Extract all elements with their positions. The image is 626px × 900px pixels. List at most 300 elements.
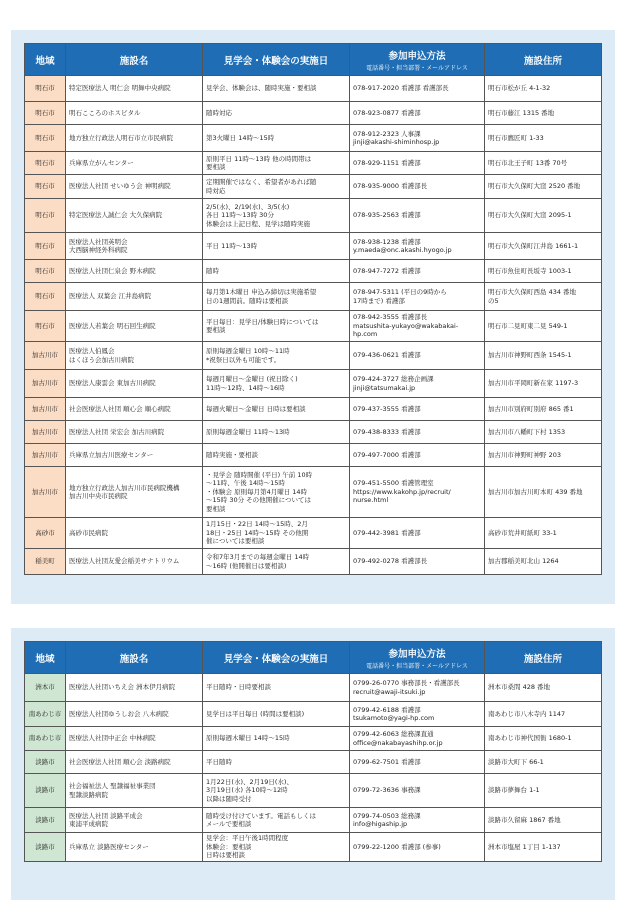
dates-cell-line: 催については要相談 — [206, 537, 265, 546]
table-row — [25, 774, 602, 808]
contact-cell — [350, 421, 485, 444]
dates-cell-line: 原則毎週木曜日 14時～15時 — [206, 734, 290, 743]
address-cell-line: 明石市北王子町 13番 70号 — [488, 158, 568, 167]
area-cell: 高砂市 — [25, 518, 66, 549]
area-cell: 明石市 — [25, 125, 66, 152]
contact-cell-line: 079-438-8333 看護部 — [353, 427, 421, 436]
contact-cell — [350, 342, 485, 370]
facility-cell-line: 医療法人若葉会 明石回生病院 — [69, 321, 156, 330]
address-cell-line: 洲本市桑間 428 番地 — [488, 683, 551, 692]
address-cell-line: 明石市二見町東二見 549-1 — [488, 321, 568, 330]
facility-cell-line: 加古川中央市民病院 — [69, 492, 128, 500]
dates-cell-line: 見学日は平日毎日 (時間は要相談) — [206, 709, 305, 718]
table-row — [25, 674, 602, 702]
area-cell: 明石市 — [25, 152, 66, 175]
dates-cell-line: 定期開催ではなく、希望者があれば随 — [206, 178, 317, 187]
contact-cell-line: 079-492-0278 看護部長 — [353, 557, 428, 566]
dates-cell-line: ～15時 30分 その他開催については — [206, 496, 312, 505]
contact-cell-line: 17時まで) 看護部 — [353, 296, 405, 305]
address-cell — [485, 175, 602, 199]
address-cell-line: 加古川市加古川町本町 439 番地 — [488, 487, 583, 496]
address-cell — [485, 549, 602, 575]
facility-cell — [66, 199, 203, 233]
address-cell-line: 明石市大久保町西島 434 番地 — [488, 288, 577, 297]
dates-cell-line: 第3火曜日 14時～15時 — [206, 133, 275, 142]
dates-cell-line: 2/5(水)、2/19(水)、3/5(水) — [206, 202, 290, 211]
table-row — [25, 398, 602, 421]
area-cell: 加古川市 — [25, 342, 66, 370]
contact-cell-line: nurse.html — [353, 496, 389, 505]
table-row — [25, 444, 602, 467]
facility-cell — [66, 774, 203, 808]
header-dates: 見学会・体験会の実施日 — [203, 642, 350, 674]
facility-cell-line: 大西脳神経外科病院 — [69, 246, 128, 254]
address-cell — [485, 751, 602, 774]
table-row — [25, 702, 602, 727]
contact-cell-line: tsukamoto@yagi-hp.com — [353, 714, 435, 722]
table-row — [25, 175, 602, 199]
contact-cell — [350, 125, 485, 152]
table-row — [25, 76, 602, 102]
dates-cell-line: ～16時 (他開催日は要相談) — [206, 561, 287, 570]
dates-cell-line: ・体験会 原則毎月第4月曜日 14時 — [206, 487, 308, 496]
header-contact — [350, 44, 485, 76]
dates-cell-line: 体験会：要相談 — [206, 842, 252, 851]
contact-cell-line: info@higaship.jp — [353, 820, 408, 828]
facility-cell-line: 医療法人社団いちえ会 洲本伊月病院 — [69, 683, 176, 692]
facility-cell — [66, 808, 203, 833]
dates-cell — [203, 774, 350, 808]
address-cell — [485, 421, 602, 444]
facility-cell-line: 社会医療法人社団 順心会 順心病院 — [69, 404, 171, 413]
contact-cell-line: 078-947-7272 看護部 — [353, 266, 421, 275]
dates-cell-line: 見学会：平日午後1時間程度 — [206, 834, 289, 843]
area-cell: 加古川市 — [25, 370, 66, 398]
facility-cell-line: 医療法人康雲会 東加古川病院 — [69, 379, 156, 388]
address-cell-line: 加古川市平岡町新在家 1197-3 — [488, 379, 579, 388]
address-cell — [485, 774, 602, 808]
dates-cell-line: 1月22日(水)、2月19日(水)、 — [206, 777, 293, 786]
facility-cell — [66, 233, 203, 260]
contact-cell — [350, 370, 485, 398]
address-cell-line: 明石市魚住町長坂寺 1003-1 — [488, 266, 572, 275]
dates-cell-line: 1月15日・22日 14時～15時、2月 — [206, 520, 308, 529]
facility-cell-line: 特定医療法人誠仁会 大久保病院 — [69, 211, 163, 220]
area-cell: 淡路市 — [25, 774, 66, 808]
facility-cell — [66, 549, 203, 575]
dates-cell-line: 要相談 — [206, 504, 226, 513]
table-row — [25, 102, 602, 125]
table-row — [25, 751, 602, 774]
dates-cell — [203, 370, 350, 398]
dates-cell — [203, 702, 350, 727]
header-area: 地域 — [25, 642, 66, 674]
dates-cell — [203, 283, 350, 311]
area-cell: 明石市 — [25, 76, 66, 102]
address-cell — [485, 727, 602, 751]
dates-cell-line: *祝祭日以外も可能です。 — [206, 355, 281, 364]
dates-cell — [203, 152, 350, 175]
address-cell — [485, 370, 602, 398]
facility-cell — [66, 751, 203, 774]
address-cell — [485, 125, 602, 152]
table-row — [25, 125, 602, 152]
address-cell — [485, 233, 602, 260]
contact-cell-line: hp.com — [353, 330, 378, 339]
contact-cell-line: 078-938-1238 看護部 — [353, 237, 421, 246]
facility-cell — [66, 76, 203, 102]
header-address: 施設住所 — [485, 44, 602, 76]
dates-cell — [203, 398, 350, 421]
facility-cell-line: 地方独立行政法人加古川市民病院機構 — [69, 483, 180, 492]
address-cell-line: 加古郡稲美町北山 1264 — [488, 557, 559, 566]
contact-cell-line: 079-437-3555 看護部 — [353, 404, 421, 413]
address-cell — [485, 808, 602, 833]
dates-cell — [203, 233, 350, 260]
dates-cell-line: 3月19日(水) 各10時～12時 — [206, 786, 288, 795]
facility-cell-line: 兵庫県立加古川医療センター — [69, 450, 154, 459]
address-cell — [485, 311, 602, 342]
contact-cell-line: 079-436-0621 看護部 — [353, 351, 421, 360]
dates-cell — [203, 311, 350, 342]
address-cell-line: 高砂市荒井町紙町 33-1 — [488, 528, 557, 537]
facility-cell-line: 医療法人社団友愛会稲美サナトリウム — [69, 557, 180, 566]
contact-cell — [350, 774, 485, 808]
facility-cell — [66, 398, 203, 421]
area-cell: 淡路市 — [25, 833, 66, 862]
dates-cell-line: メールで要相談 — [206, 820, 252, 828]
header-contact-subtitle: 電話番号・担当部署・メールアドレス — [366, 64, 468, 72]
area-cell: 淡路市 — [25, 808, 66, 833]
facility-cell — [66, 175, 203, 199]
header-facility: 施設名 — [66, 642, 203, 674]
header-contact-title: 参加申込方法 — [388, 50, 446, 62]
address-cell — [485, 518, 602, 549]
facility-cell — [66, 102, 203, 125]
area-cell: 明石市 — [25, 199, 66, 233]
address-cell-line: 加古川市神野町神野 203 — [488, 450, 561, 459]
address-cell-line: 加古川市神野町西条 1545-1 — [488, 351, 572, 360]
facility-cell — [66, 444, 203, 467]
facility-cell — [66, 467, 203, 518]
dates-cell-line: 随時 — [206, 266, 219, 275]
facility-cell-line: 医療法人伯鳳会 — [69, 347, 115, 356]
facility-cell-line: 医療法人社団 せいゆう会 神明病院 — [69, 182, 171, 191]
header-contact-title: 参加申込方法 — [388, 648, 446, 660]
header-contact — [350, 642, 485, 674]
table-row — [25, 808, 602, 833]
table-row — [25, 260, 602, 283]
area-cell: 加古川市 — [25, 398, 66, 421]
dates-cell-line: 随時受け付けています。電話もしくは — [206, 811, 316, 820]
facility-cell-line: 特定医療法人 明仁会 明舞中央病院 — [69, 84, 171, 93]
dates-cell — [203, 260, 350, 283]
dates-cell — [203, 444, 350, 467]
address-cell-line: の5 — [488, 296, 499, 305]
address-cell-line: 淡路市大町下 66-1 — [488, 757, 544, 766]
address-cell-line: 洲本市塩屋 1丁目 1-137 — [488, 842, 561, 851]
contact-cell-line: 0799-72-3636 事務課 — [353, 786, 421, 795]
contact-cell-line: 0799-42-6063 総務課直通 — [353, 730, 434, 739]
address-cell — [485, 444, 602, 467]
dates-cell — [203, 751, 350, 774]
dates-cell-line: 以降は随時受付 — [206, 794, 252, 803]
dates-cell-line: 18日・25日 14時～15時 その他開 — [206, 528, 309, 537]
address-cell-line: 加古川市別府町別府 865 番1 — [488, 404, 574, 413]
area-cell: 明石市 — [25, 233, 66, 260]
address-cell-line: 明石市大久保町大窪 2520 番地 — [488, 182, 581, 191]
contact-cell — [350, 518, 485, 549]
dates-cell-line: 原則毎週金曜日 11時～13時 — [206, 427, 290, 436]
dates-cell — [203, 467, 350, 518]
dates-cell-line: 見学会、体験会は、随時実施・要相談 — [206, 84, 317, 93]
facility-cell-line: 高砂市民病院 — [69, 528, 108, 537]
contact-cell-line: 078-917-2020 看護部 看護部長 — [353, 84, 449, 93]
dates-cell — [203, 102, 350, 125]
address-cell-line: 南あわじ市神代国衙 1680-1 — [488, 734, 572, 743]
facility-cell — [66, 370, 203, 398]
area-cell: 加古川市 — [25, 444, 66, 467]
dates-cell-line: 11時～12時、14時～16時 — [206, 383, 285, 392]
address-cell — [485, 199, 602, 233]
contact-cell — [350, 833, 485, 862]
header-facility: 施設名 — [66, 44, 203, 76]
address-cell — [485, 674, 602, 702]
contact-cell-line: jinji@tatsumakai.jp — [353, 383, 416, 392]
dates-cell-line: 原則毎週金曜日 10時～11時 — [206, 347, 290, 356]
table-row — [25, 311, 602, 342]
facility-cell-line: 医療法人 双葉会 江井島病院 — [69, 292, 152, 301]
dates-cell-line: 日時は要相談 — [206, 851, 245, 860]
dates-cell — [203, 199, 350, 233]
table-row — [25, 152, 602, 175]
dates-cell — [203, 421, 350, 444]
dates-cell — [203, 549, 350, 575]
address-cell-line: 淡路市夢舞台 1-1 — [488, 786, 540, 795]
table-row — [25, 283, 602, 311]
dates-cell-line: 随時対応 — [206, 108, 232, 117]
hospital-table-2 — [24, 641, 602, 862]
contact-cell-line: y.maeda@onc.akashi.hyogo.jp — [353, 246, 452, 254]
facility-cell-line: 兵庫県立 淡路医療センター — [69, 842, 149, 851]
address-cell-line: 明石市鷹匠町 1-33 — [488, 133, 544, 142]
dates-cell — [203, 175, 350, 199]
address-cell — [485, 833, 602, 862]
contact-cell-line: 078-935-9000 看護部長 — [353, 182, 428, 191]
address-cell-line: 淡路市久留麻 1867 番地 — [488, 815, 561, 824]
area-cell: 明石市 — [25, 175, 66, 199]
dates-cell-line: 原則平日 11時～13時 他の時間帯は — [206, 154, 312, 163]
address-cell — [485, 102, 602, 125]
table-row — [25, 370, 602, 398]
table-row — [25, 421, 602, 444]
area-cell: 南あわじ市 — [25, 727, 66, 751]
address-cell-line: 明石市藤江 1315 番地 — [488, 108, 555, 117]
contact-cell — [350, 311, 485, 342]
dates-cell-line: 平日毎日：見学日/体験日時については — [206, 317, 319, 326]
contact-cell — [350, 260, 485, 283]
contact-cell — [350, 549, 485, 575]
area-cell: 淡路市 — [25, 751, 66, 774]
contact-cell — [350, 199, 485, 233]
dates-cell — [203, 833, 350, 862]
contact-cell-line: 0799-22-1200 看護部 (参事) — [353, 842, 441, 851]
table-row — [25, 727, 602, 751]
area-cell: 明石市 — [25, 102, 66, 125]
contact-cell-line: recruit@awaji-itsuki.jp — [353, 687, 426, 696]
facility-cell-line: 聖隷淡路病院 — [69, 790, 108, 799]
contact-cell — [350, 808, 485, 833]
dates-cell — [203, 342, 350, 370]
dates-cell-line: ～11時、午後 14時～15時 — [206, 479, 285, 488]
contact-cell — [350, 444, 485, 467]
contact-cell-line: 078-912-2323 人事課 — [353, 129, 421, 138]
facility-cell-line: 明石こころのホスピタル — [69, 108, 141, 117]
address-cell — [485, 467, 602, 518]
header-address: 施設住所 — [485, 642, 602, 674]
contact-cell-line: 0799-62-7501 看護部 — [353, 757, 421, 766]
area-cell: 明石市 — [25, 311, 66, 342]
address-cell — [485, 260, 602, 283]
area-cell: 加古川市 — [25, 421, 66, 444]
facility-cell-line: 医療法人社団中正会 中林病院 — [69, 734, 156, 743]
contact-cell — [350, 283, 485, 311]
dates-cell-line: 令和7年3月までの毎週金曜日 14時 — [206, 553, 310, 562]
facility-cell-line: 医療法人社団英明会 — [69, 237, 128, 246]
address-cell-line: 加古川市八幡町下村 1353 — [488, 427, 566, 436]
facility-cell — [66, 260, 203, 283]
hospital-table-1 — [24, 43, 602, 575]
hospital-table-panel-2 — [11, 628, 615, 900]
contact-cell-line: 078-929-1151 看護部 — [353, 158, 421, 167]
facility-cell-line: 東浦平成病院 — [69, 820, 108, 828]
address-cell — [485, 76, 602, 102]
table-row — [25, 342, 602, 370]
table-row — [25, 549, 602, 575]
address-cell-line: 明石市大久保町大窪 2095-1 — [488, 211, 572, 220]
header-contact-subtitle: 電話番号・担当部署・メールアドレス — [366, 662, 468, 670]
contact-cell-line: 078-942-3555 看護部長 — [353, 313, 428, 322]
header-area: 地域 — [25, 44, 66, 76]
dates-cell-line: 平日 11時～13時 — [206, 241, 258, 250]
area-cell: 洲本市 — [25, 674, 66, 702]
address-cell — [485, 342, 602, 370]
contact-cell — [350, 175, 485, 199]
contact-cell — [350, 467, 485, 518]
facility-cell — [66, 152, 203, 175]
facility-cell — [66, 518, 203, 549]
contact-cell-line: 078-947-5311 (平日の9時から — [353, 288, 447, 297]
dates-cell — [203, 125, 350, 152]
table-row — [25, 833, 602, 862]
contact-cell-line: 0799-74-0503 総務課 — [353, 811, 421, 820]
address-cell-line: 南あわじ市八木寺内 1147 — [488, 709, 566, 718]
dates-cell-line: 要相談 — [206, 326, 226, 334]
table-row — [25, 199, 602, 233]
table-row — [25, 467, 602, 518]
contact-cell-line: 079-497-7000 看護部 — [353, 450, 421, 459]
contact-cell — [350, 674, 485, 702]
contact-cell-line: matsushita-yukayo@wakabakai- — [353, 321, 459, 330]
header-dates: 見学会・体験会の実施日 — [203, 44, 350, 76]
contact-cell — [350, 76, 485, 102]
contact-cell-line: 078-935-2563 看護部 — [353, 211, 421, 220]
contact-cell-line: 0799-26-0770 事務部長・看護部長 — [353, 679, 460, 688]
dates-cell-line: 体験会は上記日程、見学は随時実施 — [206, 219, 310, 228]
dates-cell-line: 平日随時・日時要相談 — [206, 683, 271, 692]
facility-cell-line: 兵庫県立がんセンター — [69, 158, 134, 167]
contact-cell-line: https://www.kakohp.jp/recruit/ — [353, 487, 451, 496]
dates-cell — [203, 76, 350, 102]
contact-cell-line: 078-923-0877 看護部 — [353, 108, 421, 117]
facility-cell — [66, 727, 203, 751]
dates-cell-line: 毎月第1木曜日 申込み締切は実施希望 — [206, 288, 317, 297]
facility-cell-line: 社会医療法人社団 順心会 淡路病院 — [69, 757, 171, 766]
dates-cell-line: 各日 11時～13時 30分 — [206, 211, 274, 220]
address-cell-line: 明石市松が丘 4-1-32 — [488, 84, 551, 93]
facility-cell — [66, 702, 203, 727]
facility-cell — [66, 421, 203, 444]
dates-cell-line: 毎週月曜日～金曜日 (祝日除く) — [206, 375, 298, 384]
contact-cell — [350, 233, 485, 260]
contact-cell-line: office@nakabayashihp.or.jp — [353, 738, 443, 747]
address-cell-line: 明石市大久保町江井島 1661-1 — [488, 241, 579, 250]
area-cell: 明石市 — [25, 260, 66, 283]
dates-cell-line: 平日随時 — [206, 757, 232, 766]
address-cell — [485, 398, 602, 421]
facility-cell — [66, 342, 203, 370]
dates-cell-line: 毎週火曜日～金曜日 日時は要相談 — [206, 404, 306, 413]
contact-cell — [350, 398, 485, 421]
facility-cell — [66, 833, 203, 862]
address-cell — [485, 283, 602, 311]
facility-cell-line: 医療法人社団 淡路平成会 — [69, 811, 143, 820]
facility-cell-line: 医療法人社団ゆうしお会 八木病院 — [69, 709, 169, 718]
contact-cell-line: 079-442-3981 看護部 — [353, 528, 421, 537]
contact-cell — [350, 727, 485, 751]
area-cell: 加古川市 — [25, 467, 66, 518]
area-cell: 南あわじ市 — [25, 702, 66, 727]
facility-cell-line: 社会福祉法人 聖隷福祉事業団 — [69, 782, 156, 791]
contact-cell — [350, 751, 485, 774]
facility-cell — [66, 125, 203, 152]
dates-cell — [203, 518, 350, 549]
contact-cell-line: 079-424-3727 総務企画課 — [353, 375, 434, 384]
dates-cell-line: 時対応 — [206, 186, 226, 195]
contact-cell — [350, 152, 485, 175]
dates-cell-line: ・見学会 随時開催 (平日) 午前 10時 — [206, 470, 313, 479]
contact-cell-line: 079-451-5500 看護管理室 — [353, 479, 434, 488]
facility-cell-line: はくほう会加古川病院 — [69, 355, 134, 364]
area-cell: 稲美町 — [25, 549, 66, 575]
contact-cell-line: jinji@akashi-shiminhosp.jp — [353, 138, 440, 146]
dates-cell — [203, 674, 350, 702]
area-cell: 明石市 — [25, 283, 66, 311]
facility-cell — [66, 674, 203, 702]
facility-cell — [66, 283, 203, 311]
dates-cell — [203, 808, 350, 833]
dates-cell — [203, 727, 350, 751]
dates-cell-line: 日の1週間前。随時は要相談 — [206, 296, 289, 305]
contact-cell — [350, 102, 485, 125]
address-cell — [485, 152, 602, 175]
table-row — [25, 233, 602, 260]
dates-cell-line: 随時実施・要相談 — [206, 450, 258, 459]
hospital-table-panel-1 — [11, 30, 615, 604]
facility-cell-line: 地方独立行政法人明石市立市民病院 — [69, 133, 173, 142]
facility-cell-line: 医療法人社団 栄宏会 加古川病院 — [69, 427, 165, 436]
dates-cell-line: 要相談 — [206, 163, 226, 171]
